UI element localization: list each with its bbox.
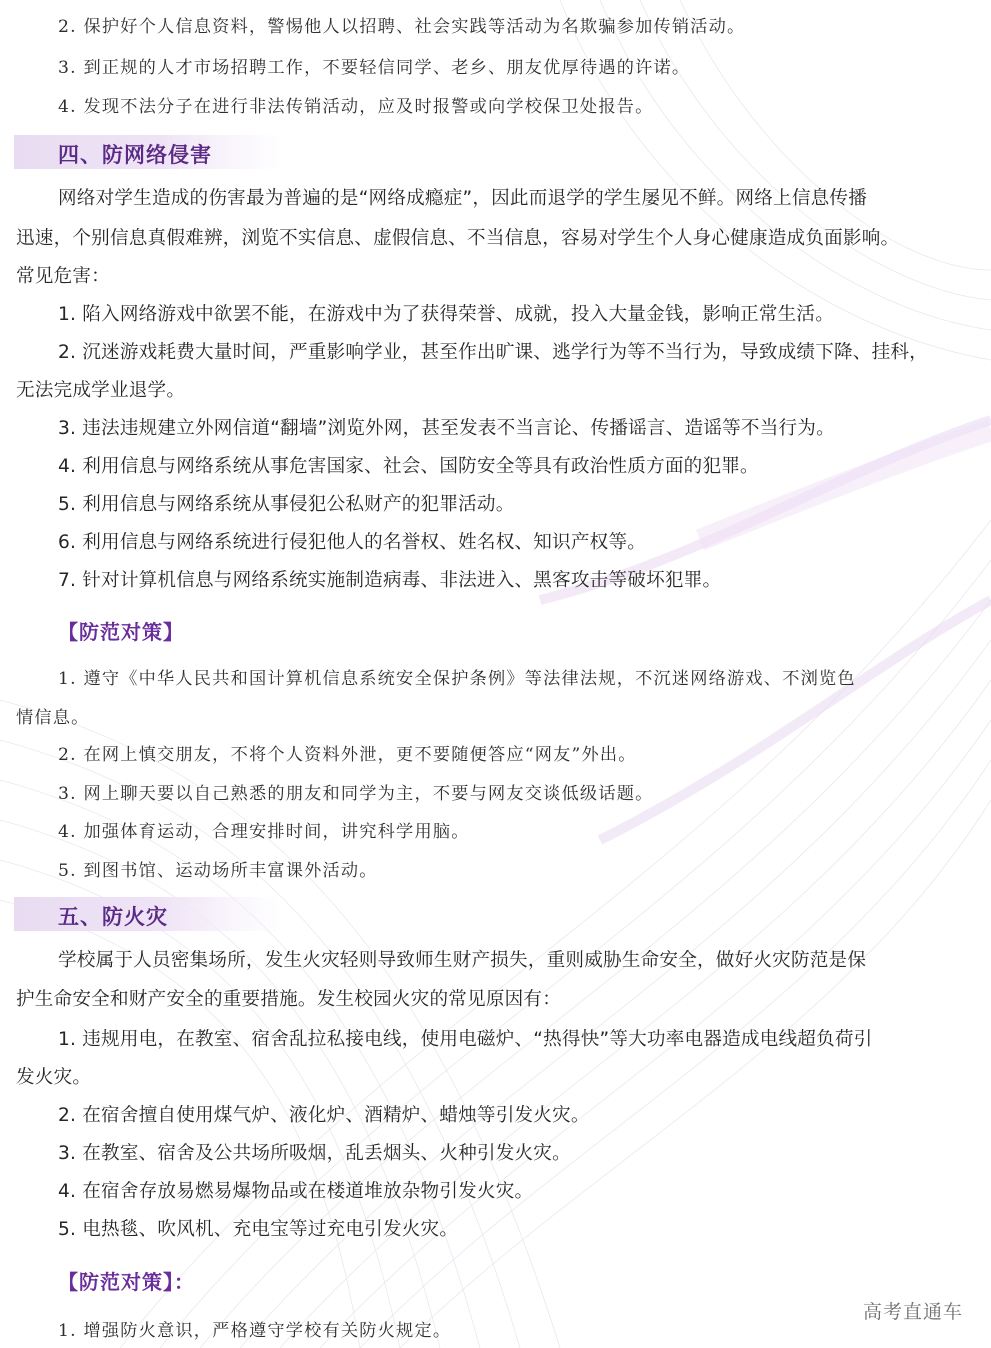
paragraph-line: 3. 到正规的人才市场招聘工作，不要轻信同学、老乡、朋友优厚待遇的许诺。 [58,58,691,78]
list-item: 4. 加强体育运动，合理安排时间，讲究科学用脑。 [58,822,470,842]
list-item: 4. 利用信息与网络系统从事危害国家、社会、国防安全等具有政治性质方面的犯罪。 [58,456,759,477]
paragraph-line: 常见危害： [16,266,110,287]
list-item: 3. 违法违规建立外网信道“翻墙”浏览外网，甚至发表不当言论、传播谣言、造谣等不当行为。 [58,418,835,439]
list-item: 3. 在教室、宿舍及公共场所吸烟，乱丢烟头、火种引发火灾。 [58,1143,571,1164]
paragraph-line: 学校属于人员密集场所，发生火灾轻则导致师生财产损失，重则威胁生命安全，做好火灾防范是保 [58,950,867,971]
list-item: 1. 违规用电，在教室、宿舍乱拉私接电线，使用电磁炉、“热得快”等大功率电器造成电线超负荷引 [58,1029,873,1050]
list-item: 2. 在网上慎交朋友，不将个人资料外泄，更不要随便答应“网友”外出。 [58,745,637,765]
list-item: 6. 利用信息与网络系统进行侵犯他人的名誉权、姓名权、知识产权等。 [58,532,647,553]
paragraph-line: 护生命安全和财产安全的重要措施。发生校园火灾的常见原因有： [16,989,562,1010]
list-item: 7. 针对计算机信息与网络系统实施制造病毒、非法进入、黑客攻击等破坏犯罪。 [58,570,722,591]
paragraph-line: 2. 保护好个人信息资料，警惕他人以招聘、社会实践等活动为名欺骗参加传销活动。 [58,17,746,37]
list-item: 2. 沉迷游戏耗费大量时间，严重影响学业，甚至作出旷课、逃学行为等不当行为，导致成绩下降、挂科， [58,342,928,363]
list-item: 3. 网上聊天要以自己熟悉的朋友和同学为主，不要与网友交谈低级话题。 [58,784,654,804]
list-item: 5. 到图书馆、运动场所丰富课外活动。 [58,861,378,881]
list-item: 1. 陷入网络游戏中欲罢不能，在游戏中为了获得荣誉、成就，投入大量金钱，影响正常生活。 [58,304,835,325]
list-item: 5. 利用信息与网络系统从事侵犯公私财产的犯罪活动。 [58,494,515,515]
paragraph-line: 迅速，个别信息真假难辨，浏览不实信息、虚假信息、不当信息，容易对学生个人身心健康造成负面影响。 [16,228,900,249]
paragraph-line: 网络对学生造成的伤害最为普遍的是“网络成瘾症”，因此而退学的学生屡见不鲜。网络上信息传播 [58,188,868,209]
list-item: 2. 在宿舍擅自使用煤气炉、液化炉、酒精炉、蜡烛等引发火灾。 [58,1105,590,1126]
section-heading: 四、防网络侵害 [58,143,212,167]
section-heading: 五、防火灾 [58,905,168,929]
paragraph-line: 4. 发现不法分子在进行非法传销活动，应及时报警或向学校保卫处报告。 [58,97,654,117]
list-item-continued: 情信息。 [16,708,90,728]
list-item: 4. 在宿舍存放易燃易爆物品或在楼道堆放杂物引发火灾。 [58,1181,534,1202]
list-item-continued: 无法完成学业退学。 [16,380,186,401]
list-item: 1. 遵守《中华人民共和国计算机信息系统安全保护条例》等法律法规，不沉迷网络游戏、不浏览色 [58,669,856,689]
list-item: 5. 电热毯、吹风机、充电宝等过充电引发火灾。 [58,1219,459,1240]
measures-subheading: 【防范对策】： [58,1270,195,1294]
watermark: 高考直通车 [862,1301,963,1323]
section-heading-banner [14,135,284,169]
measures-subheading: 【防范对策】 [58,620,184,644]
section-heading-banner [14,897,284,931]
list-item-continued: 发火灾。 [16,1067,92,1088]
list-item: 1. 增强防火意识，严格遵守学校有关防火规定。 [58,1321,452,1341]
